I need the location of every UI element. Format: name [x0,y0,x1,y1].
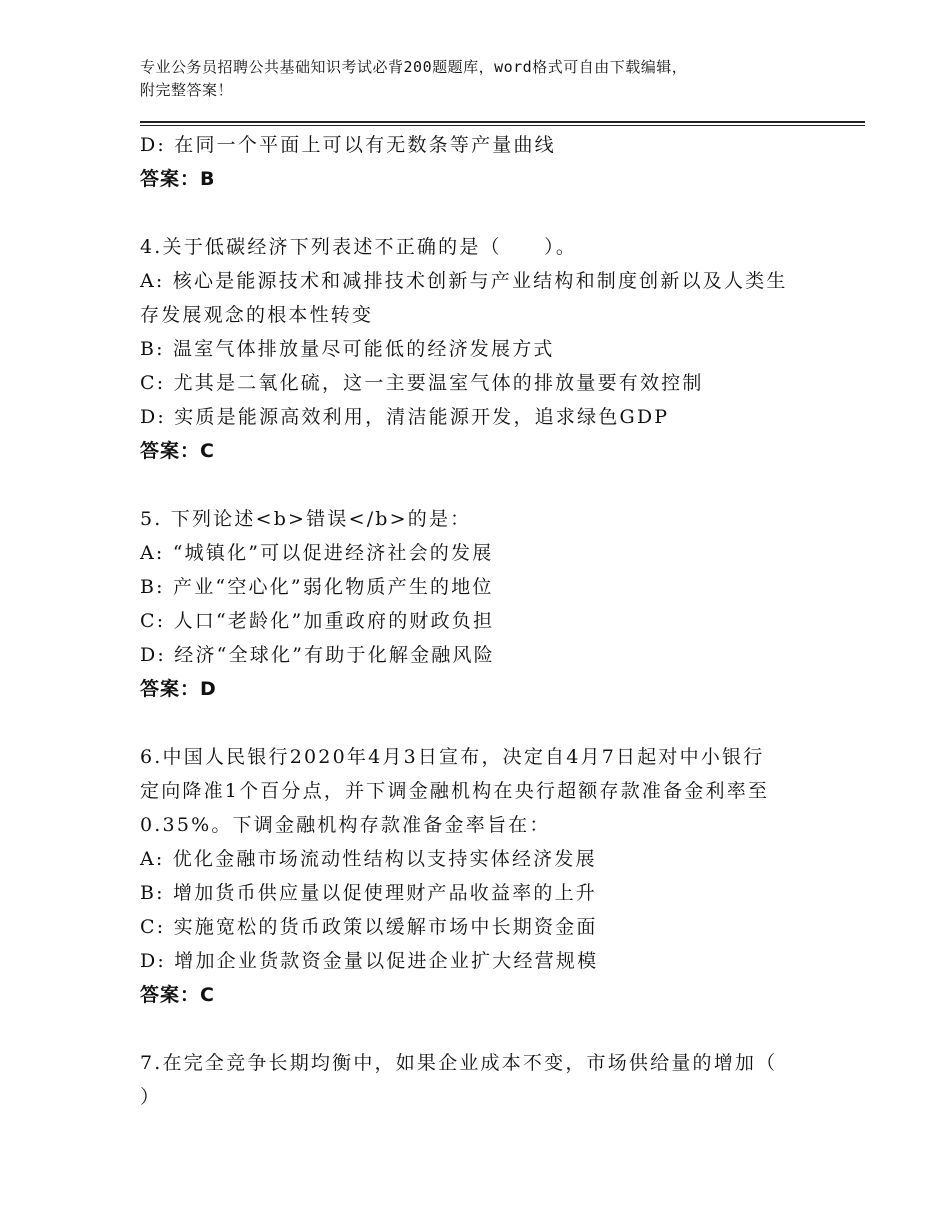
question-stem-continued: 定向降准1个百分点，并下调金融机构在央行超额存款准备金利率至 [140,780,770,802]
question-6 [140,740,840,1012]
option-a: A: 优化金融市场流动性结构以支持实体经济发展 [140,848,597,870]
option-c: C: 实施宽松的货币政策以缓解市场中长期资金面 [140,916,598,938]
option-c: C: 人口“老龄化”加重政府的财政负担 [140,610,495,632]
header-line-2: 附完整答案！ [140,81,234,99]
question-stem-continued: 0.35%。下调金融机构存款准备金率旨在： [140,814,551,836]
option-a: A: 核心是能源技术和减排技术创新与产业结构和制度创新以及人类生 [140,270,788,292]
header-divider-thick [140,121,865,123]
question-stem: 6.中国人民银行2020年4月3日宣布，决定自4月7日起对中小银行 [140,746,765,768]
answer-line: 答案：B [140,168,216,190]
question-stem-continued: ） [140,1086,162,1108]
option-a: A: “城镇化”可以促进经济社会的发展 [140,542,494,564]
option-b: B: 增加货币供应量以促使理财产品收益率的上升 [140,882,598,904]
option-d: D: 增加企业货款资金量以促进企业扩大经营规模 [140,950,599,972]
spacer [140,1012,840,1046]
page-header [140,56,840,102]
spacer [140,706,840,740]
option-d: D: 在同一个平面上可以有无数条等产量曲线 [140,134,556,156]
question-3-tail [140,128,840,196]
answer-line: 答案：C [140,440,215,462]
option-b: B: 温室气体排放量尽可能低的经济发展方式 [140,338,555,360]
spacer [140,468,840,502]
question-stem: 7.在完全竞争长期均衡中，如果企业成本不变，市场供给量的增加（ [140,1052,778,1074]
spacer [140,196,840,230]
option-c: C: 尤其是二氧化硫，这一主要温室气体的排放量要有效控制 [140,372,704,394]
question-4 [140,230,840,468]
answer-line: 答案：C [140,984,215,1006]
question-7 [140,1046,840,1114]
header-divider-thin [140,125,865,126]
question-stem: 4.关于低碳经济下列表述不正确的是（ ）。 [140,236,578,258]
option-d: D: 实质是能源高效利用，清洁能源开发，追求绿色GDP [140,406,670,428]
option-a-continued: 存发展观念的根本性转变 [140,304,374,326]
header-line-1: 专业公务员招聘公共基础知识考试必背200题题库，word格式可自由下载编辑， [140,58,688,76]
question-list [140,128,840,1114]
option-b: B: 产业“空心化”弱化物质产生的地位 [140,576,494,598]
question-stem: 5. 下列论述<b>错误</b>的是： [140,508,472,530]
question-5 [140,502,840,706]
option-d: D: 经济“全球化”有助于化解金融风险 [140,644,495,666]
answer-line: 答案：D [140,678,217,700]
